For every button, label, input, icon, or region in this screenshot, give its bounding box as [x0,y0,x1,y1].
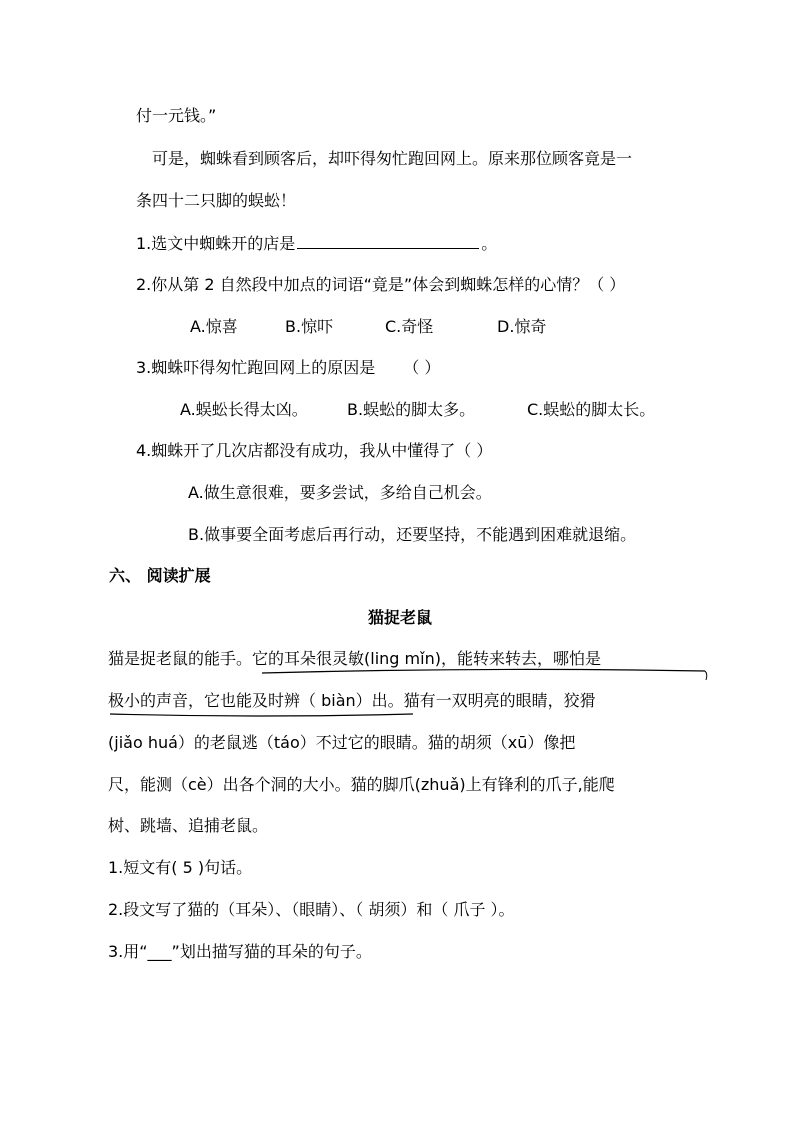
question-4-option-b: B.做事要全面考虑后再行动，还要坚持，不能遇到困难就退缩。 [188,525,637,544]
question-1-suffix: 。 [481,234,498,253]
passage-question-1: 1.短文有( 5 )句话。 [108,858,253,877]
story-line-3: 条四十二只脚的蜈蚣！ [136,191,297,210]
story-line-2: 可是，蜘蛛看到顾客后，却吓得匆忙跑回网上。原来那位顾客竟是一 [152,149,633,168]
question-2-option-d: D.惊奇 [497,317,547,336]
passage-line-1-a: 猫是捉老鼠的能手。 [108,649,253,668]
passage-line-2-b: 。猫有一双明亮的眼睛，狡猾 [387,691,596,710]
question-3-text: 3.蜘蛛吓得匆忙跑回网上的原因是 [136,358,376,377]
passage-question-2: 2.段文写了猫的（耳朵）、（眼睛）、（ 胡须）和（ 爪子 ）。 [108,900,515,919]
question-2-option-c: C.奇怪 [385,317,434,336]
question-1-prefix: 1.选文中蜘蛛开的店是 [136,234,296,253]
passage-title: 猫捉老鼠 [368,608,433,627]
question-2-option-b: B.惊吓 [285,317,334,336]
question-3-option-b: B.蜈蚣的脚太多。 [347,400,476,419]
answer-blank[interactable] [297,232,479,249]
question-3-option-a: A.蜈蚣长得太凶。 [180,400,308,419]
passage-line-4: 尺，能测（cè）出各个洞的大小。猫的脚爪(zhuǎ)上有锋利的爪子,能爬 [108,775,615,794]
question-2: 2.你从第 2 自然段中加点的词语“竟是”体会到蜘蛛怎样的心情？（ ） [136,275,626,294]
question-4-option-a: A.做生意很难，要多尝试，多给自己机会。 [188,483,492,502]
question-3-option-c: C.蜈蚣的脚太长。 [527,400,656,419]
question-2-option-a: A.惊喜 [190,317,238,336]
passage-line-5: 树、跳墙、追捕老鼠。 [108,816,269,835]
question-4: 4.蜘蛛开了几次店都没有成功，我从中懂得了（ ） [136,441,493,460]
section-heading: 六、 阅读扩展 [109,566,211,585]
passage-line-3: (jiǎo huá）的老鼠逃（táo）不过它的眼睛。猫的胡须（xū）像把 [108,733,576,752]
question-3-paren: （ ） [403,358,441,377]
passage-line-1 [108,648,601,670]
passage-question-3: 3.用“___”划出描写猫的耳朵的句子。 [108,942,372,961]
question-1 [136,232,497,255]
underlined-ear-sentence-1: 它的耳朵很灵敏(ling mǐn)，能转来转去，哪怕是 [252,649,601,668]
story-line-1: 付一元钱。” [136,106,217,125]
passage-line-2 [108,690,596,712]
underlined-ear-sentence-2: 极小的声音，它也能及时辨（ biàn）出 [108,691,388,710]
question-3 [136,357,440,379]
